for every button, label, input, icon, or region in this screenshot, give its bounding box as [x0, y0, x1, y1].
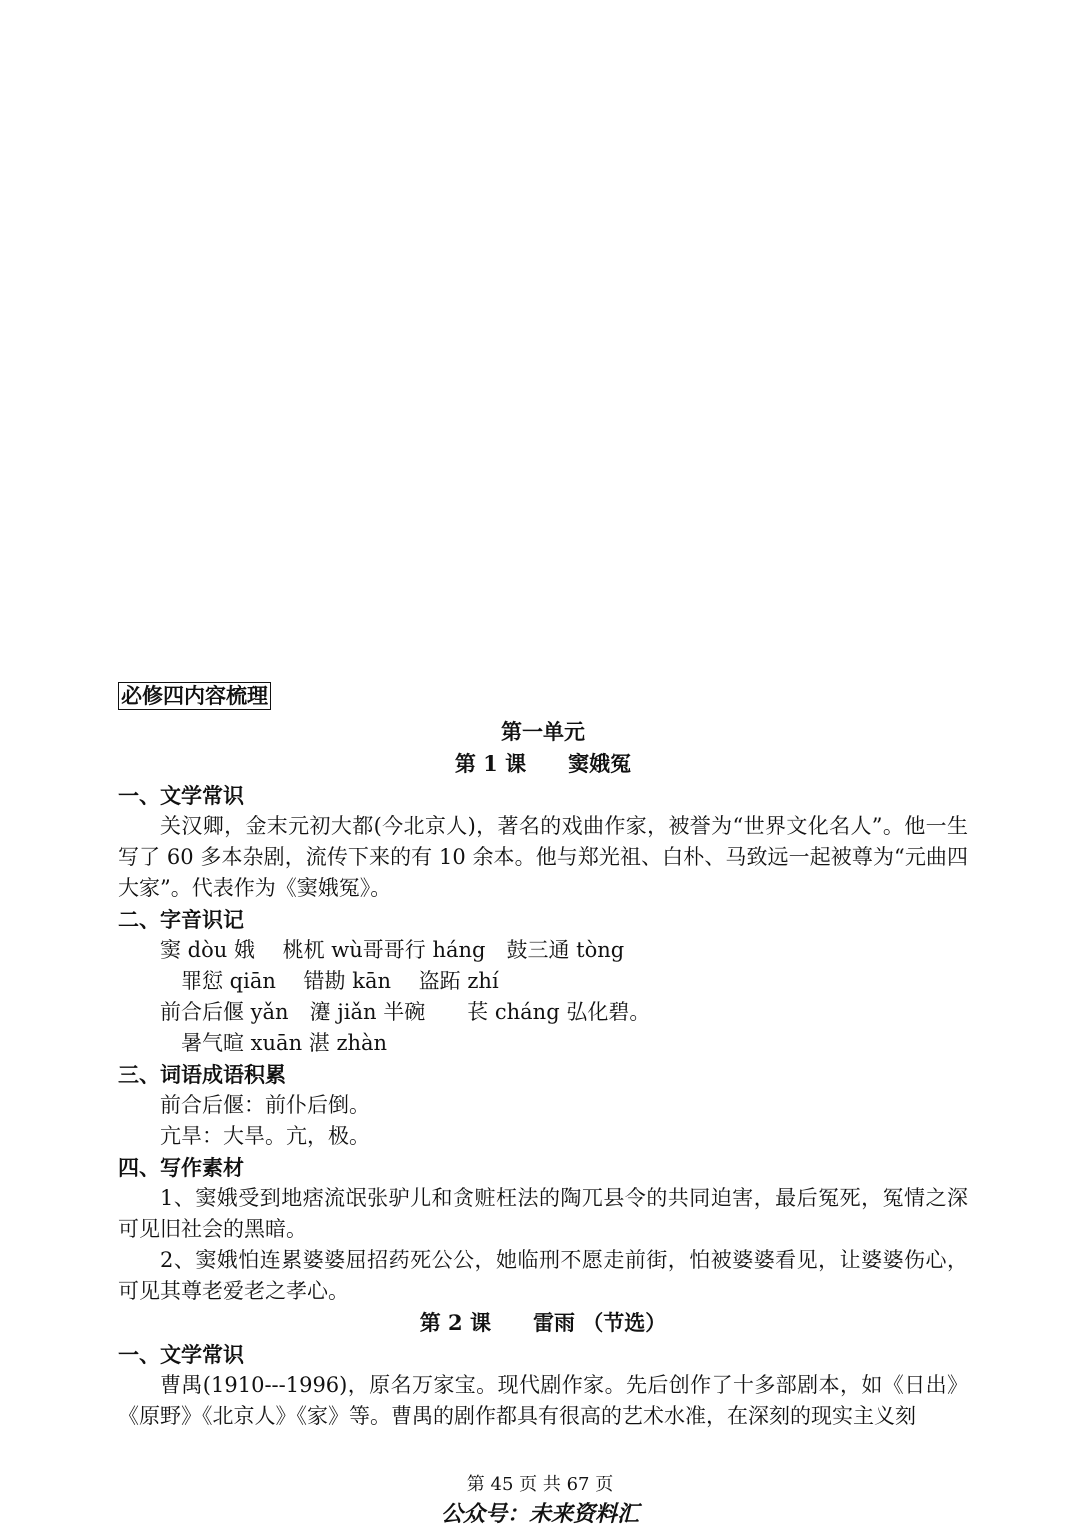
paragraph: 1、窦娥受到地痞流氓张驴儿和贪赃枉法的陶兀县令的共同迫害，最后冤死，冤情之深可见旧社会的黑暗。 [118, 1186, 968, 1241]
lesson-1-title: 第 1 课 窦娥冤 [454, 751, 632, 776]
section-heading: 一、文学常识 [118, 1342, 244, 1367]
watermark: 公众号：未来资料汇 [440, 1501, 639, 1527]
document-body [118, 682, 968, 1432]
pron-line: 罪愆 qiān 错勘 kān 盗跖 zhí [160, 969, 499, 993]
section-heading: 二、字音识记 [118, 907, 244, 932]
section-heading: 四、写作素材 [118, 1155, 244, 1180]
paragraph: 曹禺(1910---1996)，原名万家宝。现代剧作家。先后创作了十多部剧本，如《日出》《原野》《北京人》《家》等。曹禺的剧作都具有很高的艺术水准，在深刻的现实主义刻 [118, 1373, 968, 1428]
vocab-line: 前合后偃：前仆后倒。 [160, 1093, 370, 1117]
unit-title: 第一单元 [501, 719, 585, 744]
lesson-2-title: 第 2 课 雷雨 （节选） [419, 1310, 667, 1335]
vocab-line: 亢旱：大旱。亢，极。 [160, 1124, 370, 1148]
page-number: 第 45 页 共 67 页 [466, 1474, 614, 1495]
paragraph: 2、窦娥怕连累婆婆屈招药死公公，她临刑不愿走前街，怕被婆婆看见，让婆婆伤心，可见其尊老爱老之孝心。 [118, 1248, 968, 1303]
pron-line: 暑气暄 xuān 湛 zhàn [160, 1031, 388, 1055]
section-heading: 三、词语成语积累 [118, 1062, 286, 1087]
pron-line: 前合后偃 yǎn 瀽 jiǎn 半碗 苌 cháng 弘化碧。 [160, 1000, 651, 1024]
pron-line: 窦 dòu 娥 桃杌 wù哥哥行 háng 鼓三通 tòng [160, 938, 625, 962]
section-heading: 一、文学常识 [118, 783, 244, 808]
box-title: 必修四内容梳理 [118, 682, 271, 710]
paragraph: 关汉卿，金末元初大都(今北京人)，著名的戏曲作家，被誉为“世界文化名人”。他一生写了 60 多本杂剧，流传下来的有 10 余本。他与郑光祖、白朴、马致远一起被尊为“元曲四大家”。代表作为《窦娥冤》。 [118, 814, 968, 900]
